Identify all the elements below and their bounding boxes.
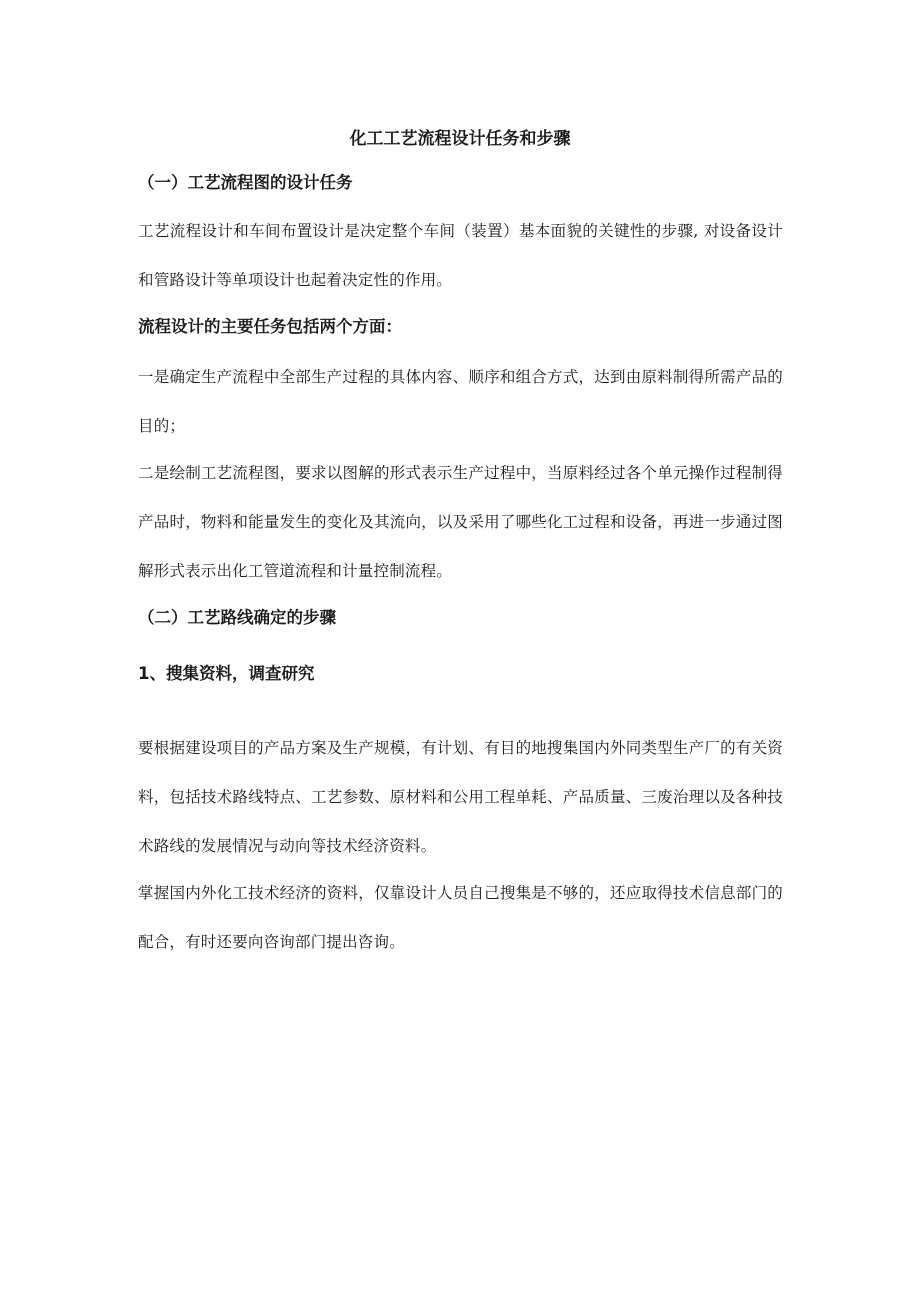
task-item-2: 二是绘制工艺流程图，要求以图解的形式表示生产过程中，当原料经过各个单元操作过程制得产品时，物料和能量发生的变化及其流向，以及采用了哪些化工过程和设备，再进一步通过图解形式表示出化工管道流程和计量控制流程。 [138,464,783,580]
task-subheading: 流程设计的主要任务包括两个方面： [138,317,402,336]
section-2-heading: （二）工艺路线确定的步骤 [138,608,336,627]
step-1-paragraph-1: 要根据建设项目的产品方案及生产规模，有计划、有目的地搜集国内外同类型生产厂的有关资料，包括技术路线特点、工艺参数、原材料和公用工程单耗、产品质量、三废治理以及各种技术路线的发展情况与动向等技术经济资料。 [138,739,783,855]
task-item-1: 一是确定生产流程中全部生产过程的具体内容、顺序和组合方式，达到由原料制得所需产品的目的； [138,368,783,435]
section-1-paragraph: 工艺流程设计和车间布置设计是决定整个车间（装置）基本面貌的关键性的步骤, 对设备设计和管路设计等单项设计也起着决定性的作用。 [138,222,783,289]
document-title: 化工工艺流程设计任务和步骤 [349,129,571,149]
step-1-heading: 1、搜集资料，调查研究 [138,664,315,683]
step-1-paragraph-2: 掌握国内外化工技术经济的资料，仅靠设计人员自己搜集是不够的，还应取得技术信息部门的配合，有时还要向咨询部门提出咨询。 [138,884,783,951]
section-1-heading: （一）工艺流程图的设计任务 [138,173,353,192]
